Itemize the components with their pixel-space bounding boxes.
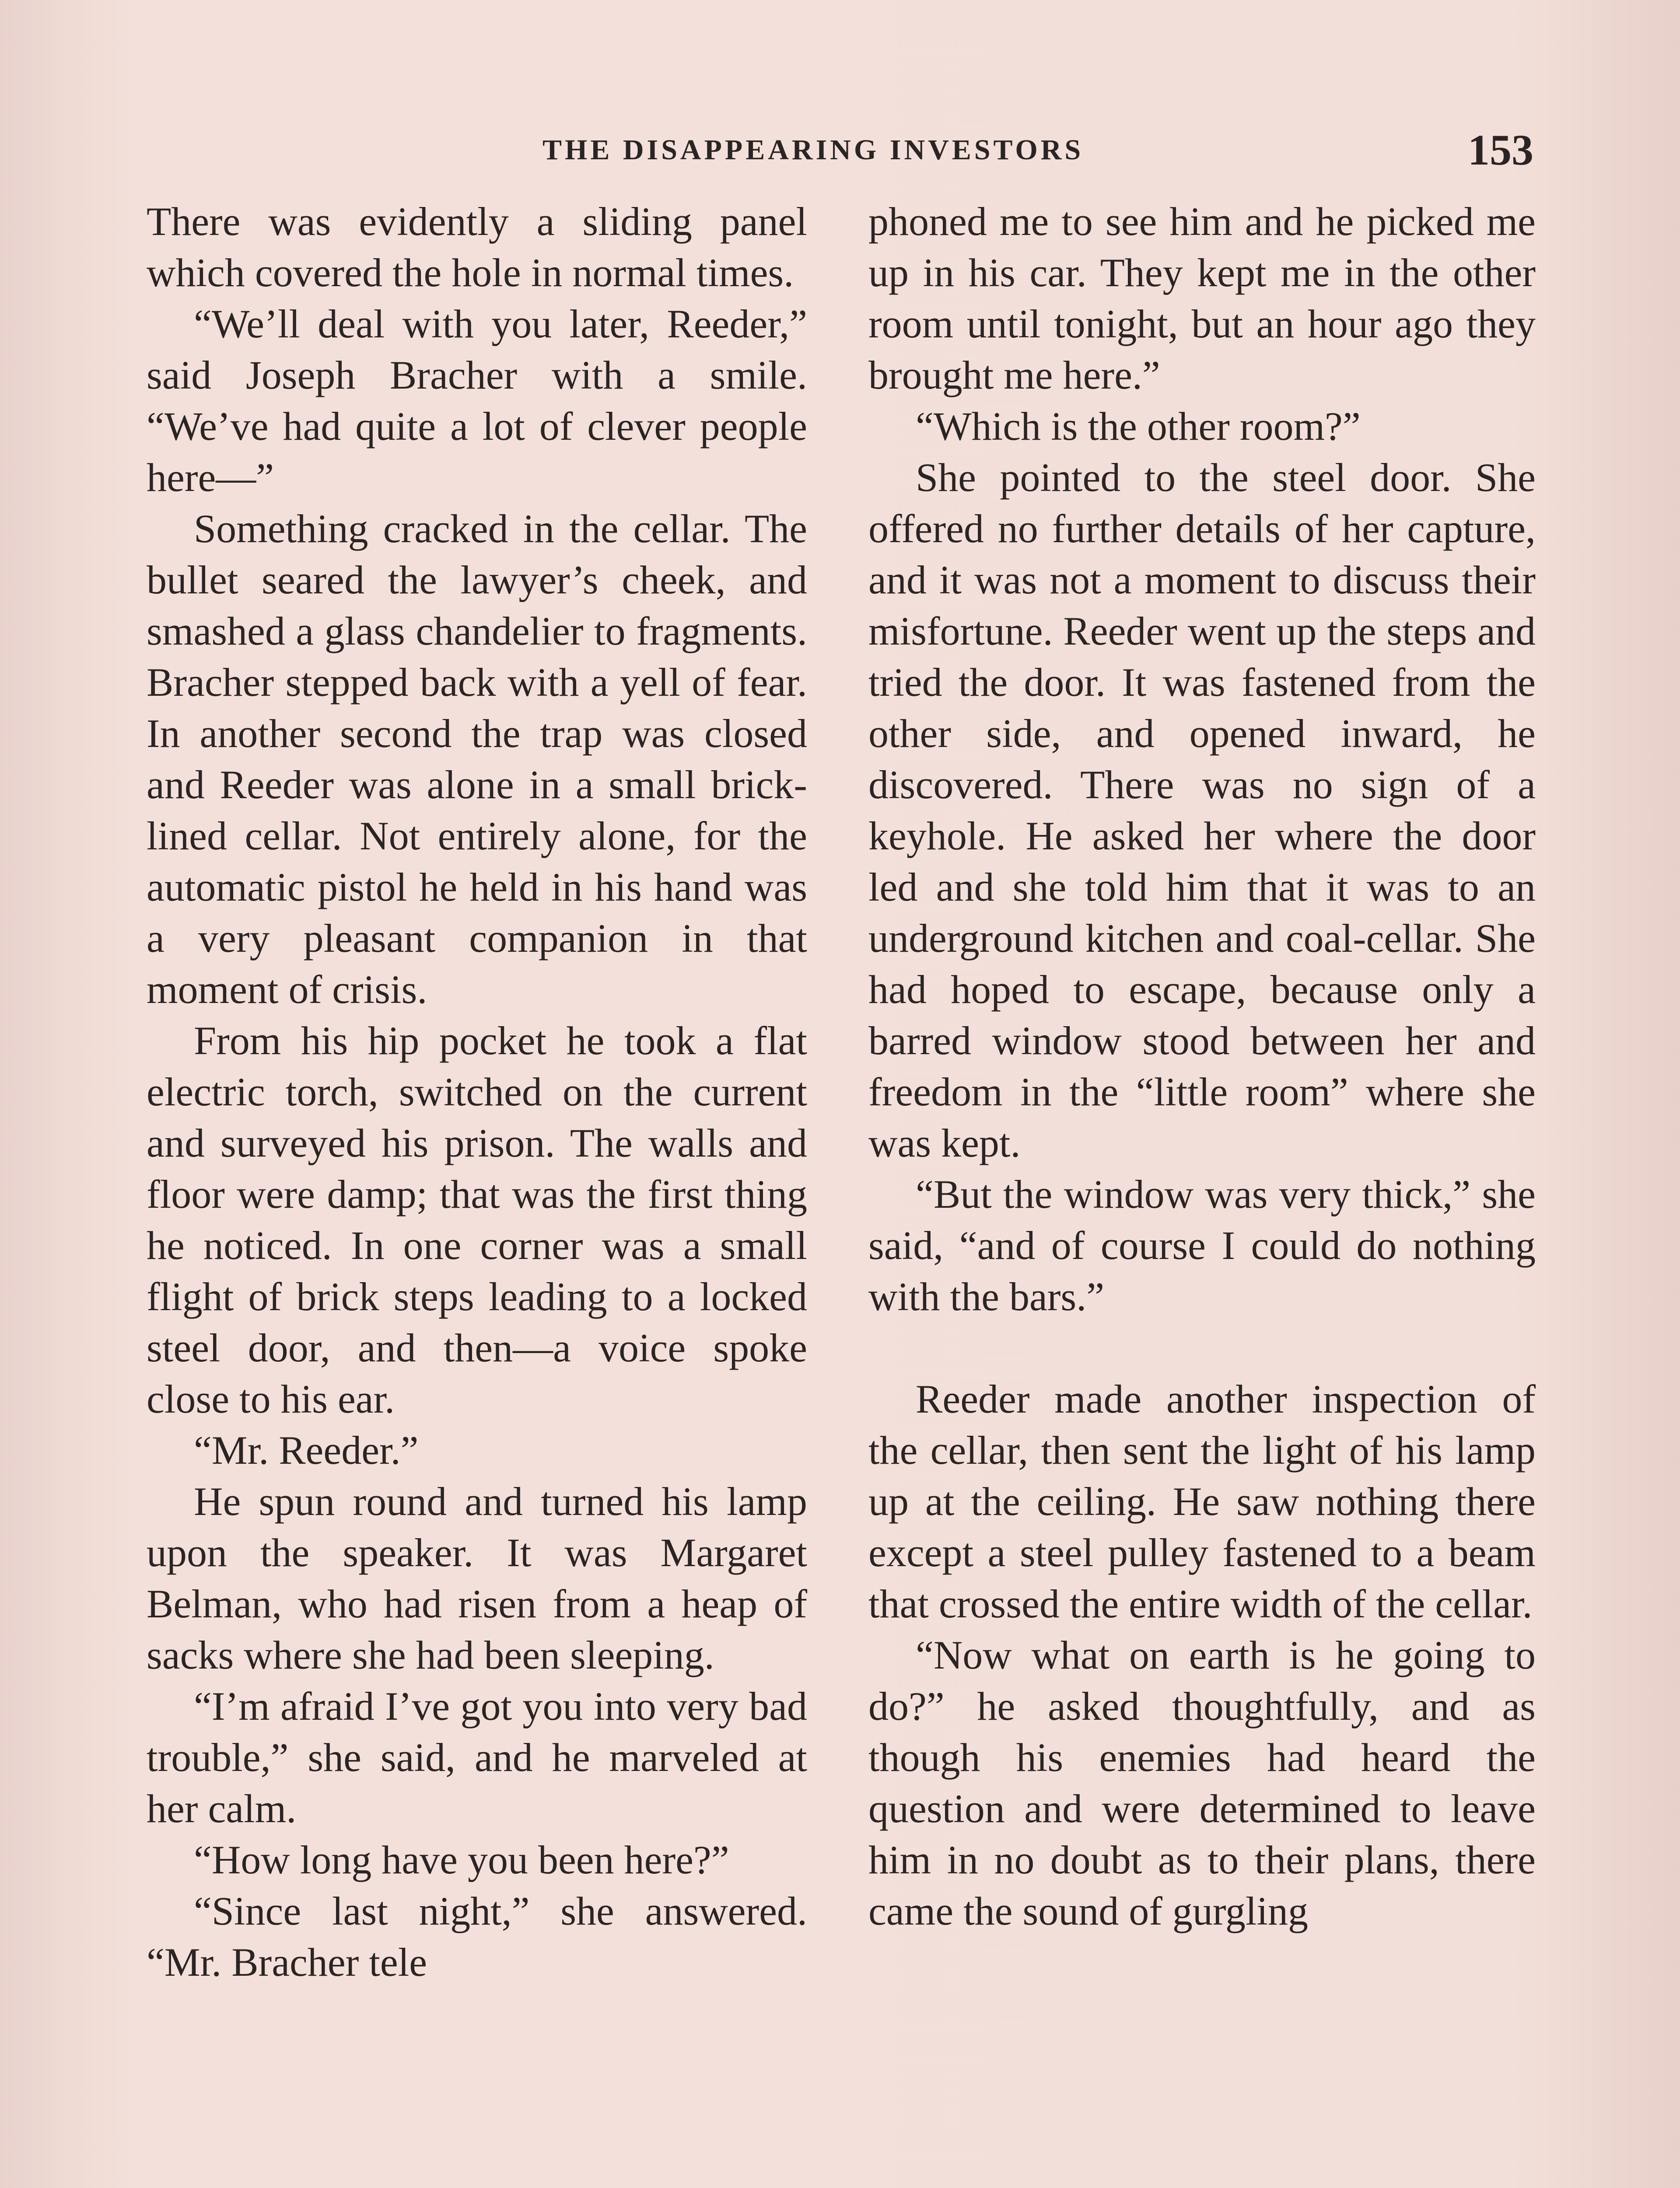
page-header — [0, 125, 1680, 182]
paragraph: She pointed to the steel door. She offered no further details of her capture, and it was not a moment to discuss their misfortune. Reeder went up the steps and tried the door. It was fastened from the other side, and opened inward, he discovered. There was no sign of a keyhole. He asked her where the door led and she told him that it was to an underground kitchen and coal-cellar. She had hoped to escape, because only a barred window stood between her and freedom in the “little room” where she was kept. — [868, 455, 1536, 1165]
paragraph: “But the window was very thick,” she said, “and of course I could do nothing with the bars.” — [868, 1172, 1536, 1319]
paragraph: He spun round and turned his lamp upon the speaker. It was Margaret Belman, who had risen from a heap of sacks where she had been sleeping. — [147, 1479, 807, 1677]
paragraph: “Mr. Reeder.” — [194, 1428, 419, 1473]
paragraph: From his hip pocket he took a flat electric torch, switched on the current and surveyed his prison. The walls and floor were damp; that was the first thing he noticed. In one corner was a small flight of brick steps leading to a locked steel door, and then—a voice spoke close to his ear. — [147, 1018, 807, 1421]
paragraph: “Since last night,” she answered. “Mr. Bracher tele — [147, 1889, 807, 1985]
running-title: THE DISAPPEARING INVESTORS — [542, 134, 1084, 166]
paragraph: “Which is the other room?” — [916, 404, 1361, 449]
paragraph: “We’ll deal with you later, Reeder,” said Joseph Bracher with a smile. “We’ve had quite a lot of clever people here—” — [147, 302, 807, 500]
paragraph: “How long have you been here?” — [194, 1837, 729, 1882]
paragraph: Something cracked in the cellar. The bullet seared the lawyer’s cheek, and smashed a glass chandelier to fragments. Bracher stepped back with a yell of fear. In another second the trap was closed and Reeder was alone in a small brick-lined cellar. Not entirely alone, for the automatic pistol he held in his hand was a very pleasant companion in that moment of crisis. — [147, 506, 807, 1012]
left-column — [147, 196, 807, 1988]
paragraph: There was evidently a sliding panel which covered the hole in normal times. — [147, 199, 807, 295]
right-column — [868, 196, 1536, 1937]
paragraph: phoned me to see him and he picked me up in his car. They kept me in the other room until tonight, but an hour ago they brought me here.” — [868, 199, 1536, 397]
page-number: 153 — [1468, 126, 1533, 174]
paragraph: “Now what on earth is he going to do?” he asked thoughtfully, and as though his enemies had heard the question and were determined to leave him in no doubt as to their plans, there came the sound of gurgling — [868, 1633, 1536, 1933]
paragraph: “I’m afraid I’ve got you into very bad trouble,” she said, and he marveled at her calm. — [147, 1684, 807, 1831]
paragraph: Reeder made another inspection of the cellar, then sent the light of his lamp up at the ceiling. He saw nothing there except a steel pulley fastened to a beam that crossed the entire width of the cellar. — [868, 1377, 1536, 1626]
